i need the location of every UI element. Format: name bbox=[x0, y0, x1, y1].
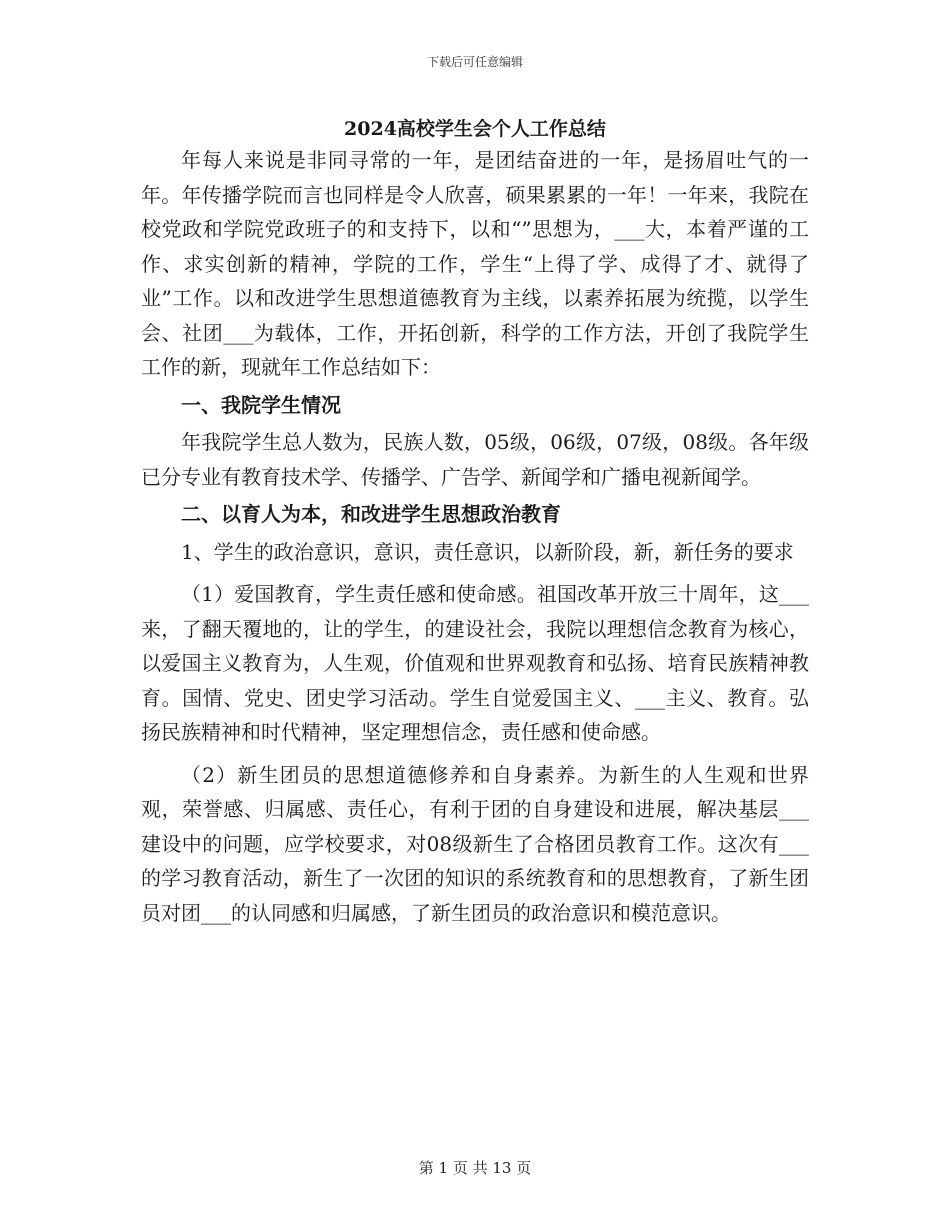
new-member-education-paragraph: （2）新生团员的思想道德修养和自身素养。为新生的人生观和世界观，荣誉感、归属感、责任心，有利于团的自身建设和进展，解决基层___建设中的问题，应学校要求，对08级新生了合格团员教育工作。这次有___的学习教育活动，新生了一次团的知识的系统教育和的思想教育，了新生团员对团___的认同感和归属感，了新生团员的政治意识和模范意识。 bbox=[141, 762, 809, 925]
page-number: 第 1 页 共 13 页 bbox=[418, 1159, 532, 1177]
section-heading-1: 一、我院学生情况 bbox=[181, 392, 341, 417]
student-info-paragraph: 年我院学生总人数为，民族人数，05级，06级，07级，08级。各年级已分专业有教育技术学、传播学、广告学、新闻学和广播电视新闻学。 bbox=[141, 430, 809, 489]
document-body bbox=[141, 143, 809, 930]
subsection-1-paragraph: 1、学生的政治意识，意识，责任意识，以新阶段，新，新任务的要求 bbox=[181, 539, 794, 564]
header-note: 下载后可任意编辑 bbox=[426, 55, 523, 69]
document-title: 2024高校学生会个人工作总结 bbox=[344, 118, 606, 140]
intro-paragraph: 年每人来说是非同寻常的一年，是团结奋进的一年，是扬眉吐气的一年。年传播学院而言也同样是令人欣喜，硕果累累的一年！一年来，我院在校党政和学院党政班子的和支持下，以和“”思想为，___大，本着严谨的工作、求实创新的精神，学院的工作，学生“上得了学、成得了才、就得了业”工作。以和改进学生思想道德教育为主线，以素养拓展为统揽，以学生会、社团___为载体，工作，开拓创新，科学的工作方法，开创了我院学生工作的新，现就年工作总结如下： bbox=[141, 148, 809, 379]
section-heading-2: 二、以育人为本，和改进学生思想政治教育 bbox=[181, 502, 561, 526]
patriotic-education-paragraph: （1）爱国教育，学生责任感和使命感。祖国改革开放三十周年，这___来，了翻天覆地的，让的学生，的建设社会，我院以理想信念教育为核心，以爱国主义教育为，人生观，价值观和世界观教育和弘扬、培育民族精神教育。国情、党史、团史学习活动。学生自觉爱国主义、___主义、教育。弘扬民族精神和时代精神，坚定理想信念，责任感和使命感。 bbox=[141, 582, 809, 744]
